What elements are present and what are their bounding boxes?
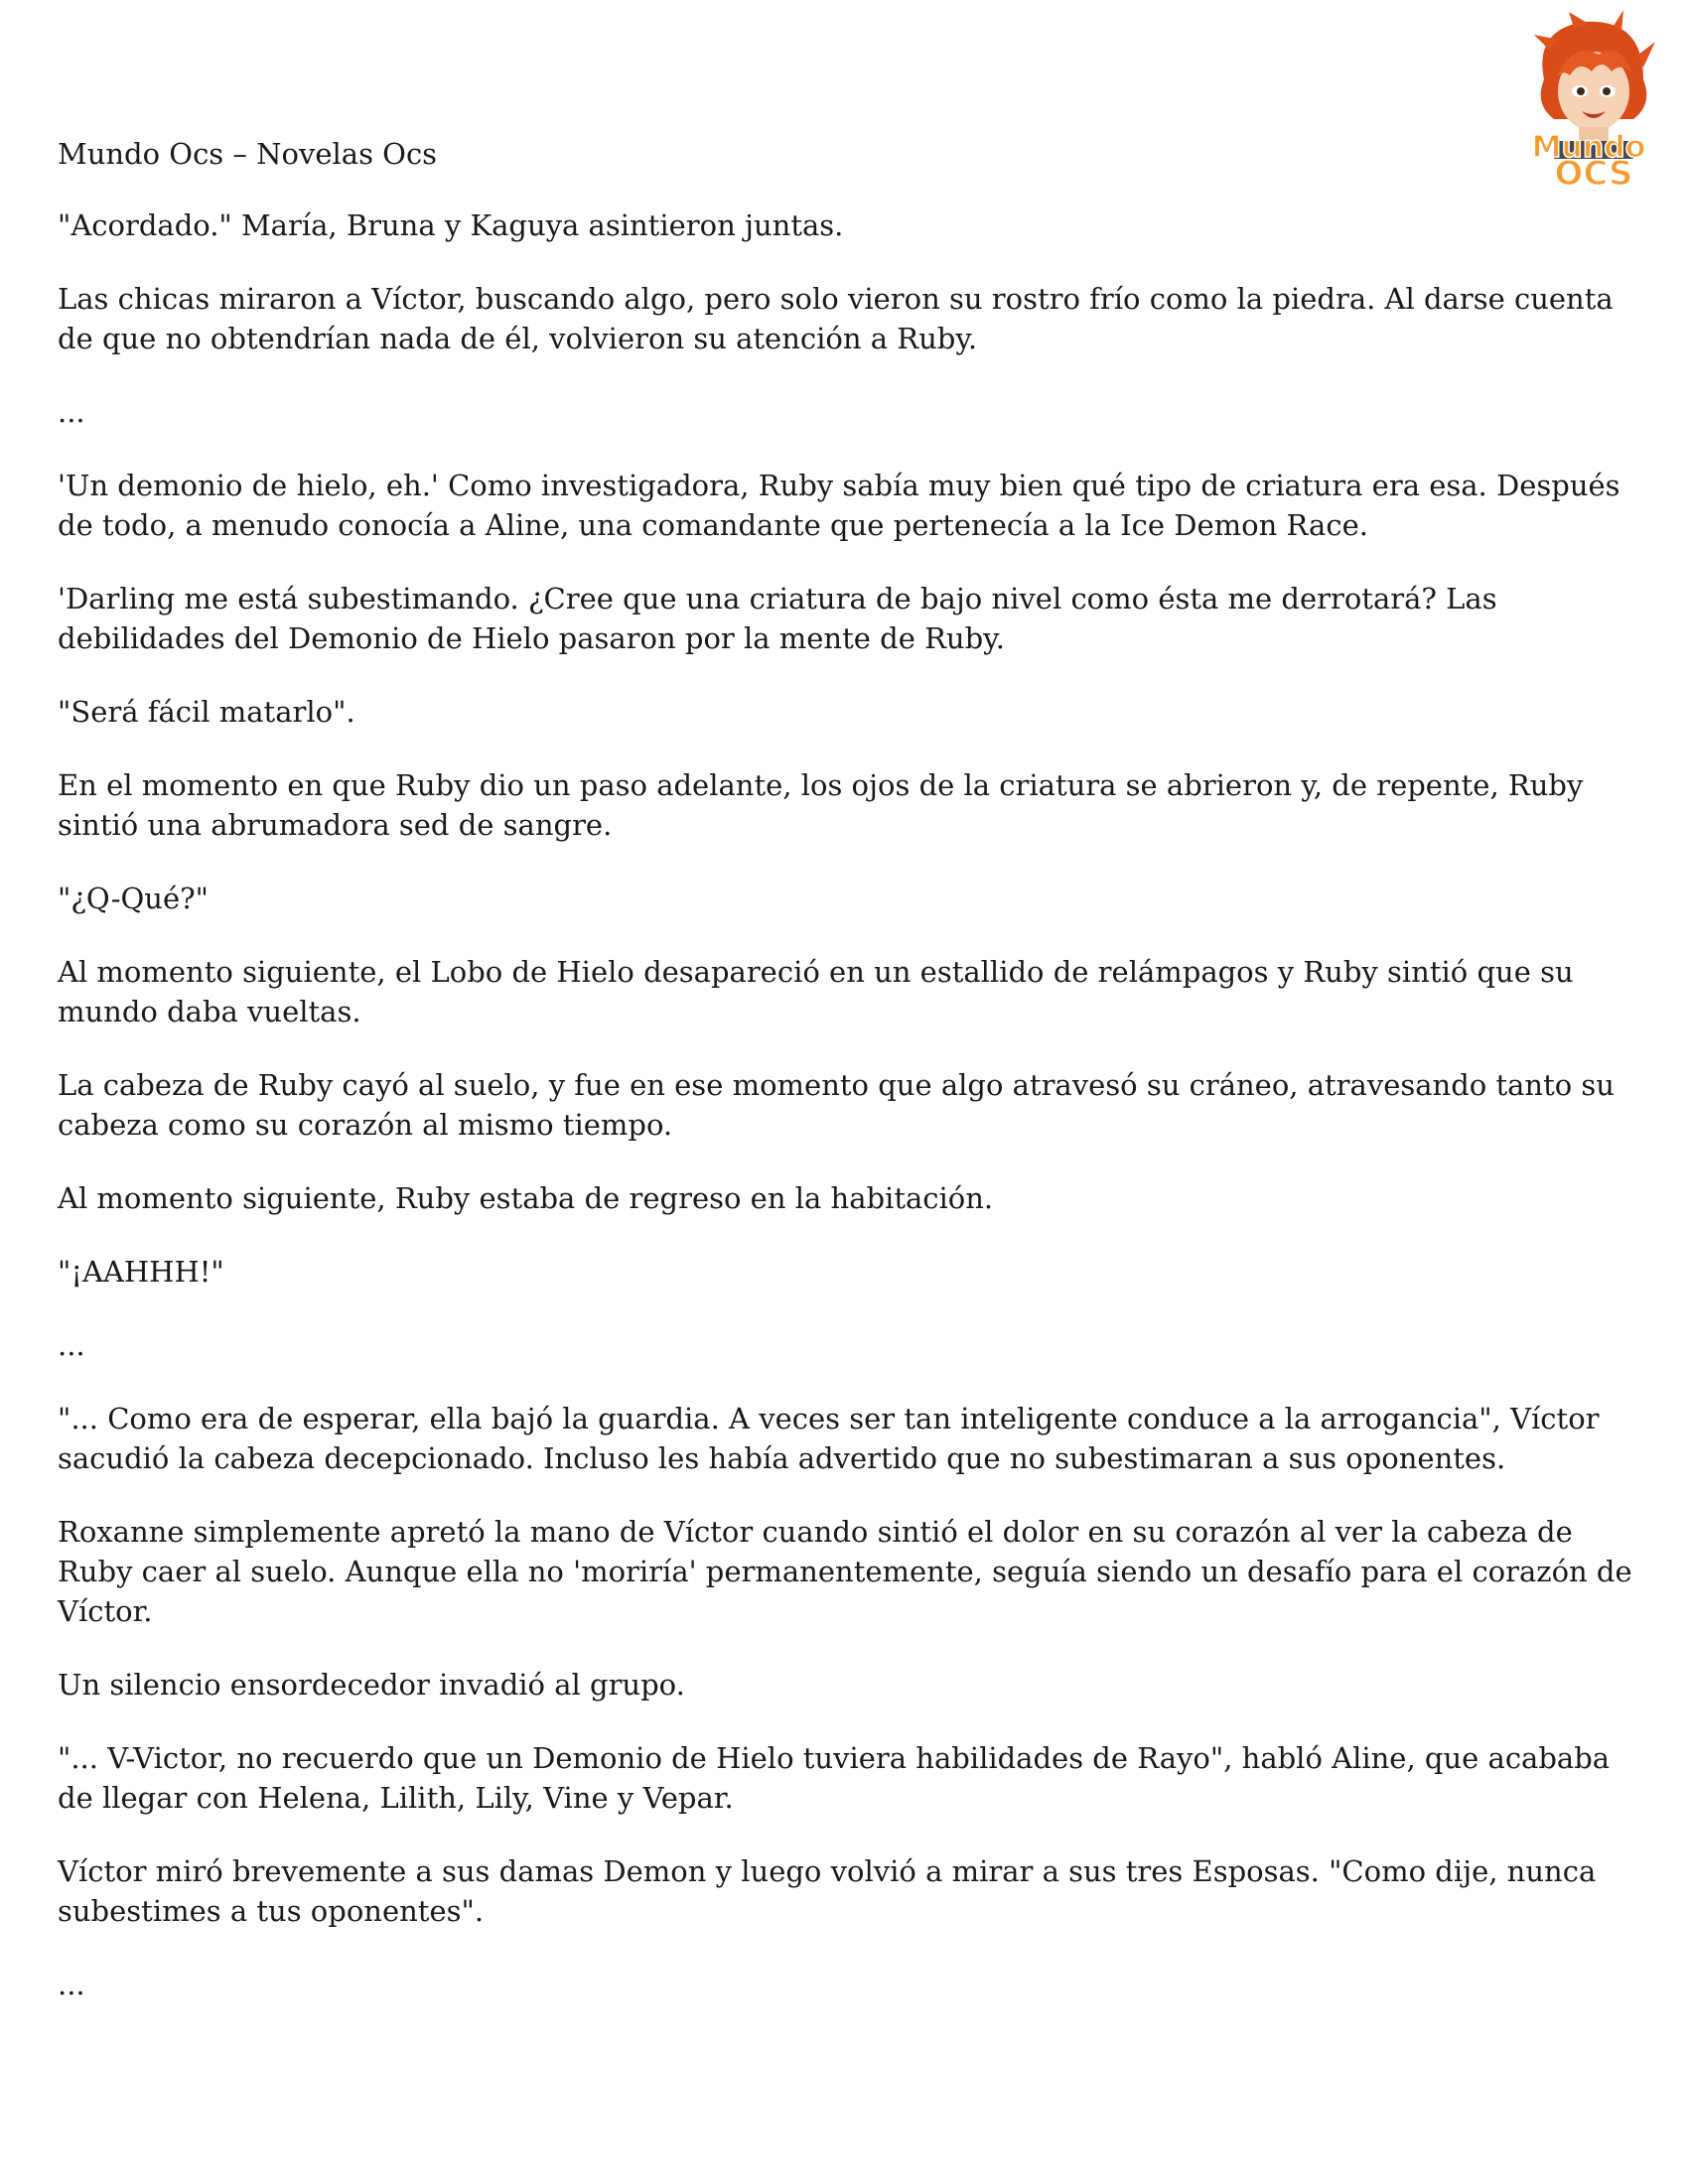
paragraph: "... Como era de esperar, ella bajó la guardia. A veces ser tan inteligente conduce a la arrogancia", Víctor sacudió la cabeza decepcionado. Incluso les había advertido que no subestimaran a sus oponentes.: [58, 1402, 1600, 1475]
paragraph: 'Un demonio de hielo, eh.' Como investigadora, Ruby sabía muy bien qué tipo de criatura era esa. Después de todo, a menudo conocía a Aline, una comandante que pertenecía a la Ice Demon Race.: [58, 469, 1620, 542]
paragraph: La cabeza de Ruby cayó al suelo, y fue en ese momento que algo atravesó su cráneo, atravesando tanto su cabeza como su corazón al mismo tiempo.: [58, 1068, 1615, 1142]
paragraph: "Será fácil matarlo".: [58, 695, 355, 729]
paragraph: Al momento siguiente, Ruby estaba de regreso en la habitación.: [58, 1181, 994, 1215]
paragraph: 'Darling me está subestimando. ¿Cree que una criatura de bajo nivel como ésta me derrotará? Las debilidades del Demonio de Hielo pasaron por la mente de Ruby.: [58, 582, 1497, 655]
page-header: Mundo Ocs – Novelas Ocs: [58, 137, 438, 171]
document-body: [58, 205, 1648, 2038]
paragraph: "Acordado." María, Bruna y Kaguya asintieron juntas.: [58, 208, 844, 242]
anime-character-logo-icon: [1504, 10, 1673, 189]
paragraph: "¡AAHHH!": [58, 1255, 224, 1289]
scene-break: ...: [58, 395, 85, 429]
scene-break: ...: [58, 1328, 85, 1362]
paragraph: Las chicas miraron a Víctor, buscando algo, pero solo vieron su rostro frío como la piedra. Al darse cuenta de que no obtendrían nada de él, volvieron su atención a Ruby.: [58, 282, 1614, 355]
logo-text-ocs: OCS: [1554, 154, 1633, 189]
paragraph: "¿Q-Qué?": [58, 882, 210, 915]
paragraph: Al momento siguiente, el Lobo de Hielo desapareció en un estallido de relámpagos y Ruby sintió que su mundo daba vueltas.: [58, 955, 1574, 1028]
paragraph: En el momento en que Ruby dio un paso adelante, los ojos de la criatura se abrieron y, de repente, Ruby sintió una abrumadora sed de sangre.: [58, 768, 1584, 842]
logo-text-mundo: Mundo: [1531, 130, 1646, 165]
scene-break: ...: [58, 1968, 85, 2001]
paragraph: Roxanne simplemente apretó la mano de Víctor cuando sintió el dolor en su corazón al ver la cabeza de Ruby caer al suelo. Aunque ella no 'moriría' permanentemente, seguía siendo un desafío para el corazón de Víctor.: [58, 1515, 1632, 1628]
paragraph: "... V-Victor, no recuerdo que un Demonio de Hielo tuviera habilidades de Rayo", habló Aline, que acababa de llegar con Helena, Lilith, Lily, Vine y Vepar.: [58, 1741, 1611, 1815]
paragraph: Un silencio ensordecedor invadió al grupo.: [58, 1668, 685, 1702]
paragraph: Víctor miró brevemente a sus damas Demon y luego volvió a mirar a sus tres Esposas. "Como dije, nunca subestimes a tus oponentes".: [58, 1854, 1597, 1928]
mundo-ocs-logo: [1504, 10, 1673, 189]
